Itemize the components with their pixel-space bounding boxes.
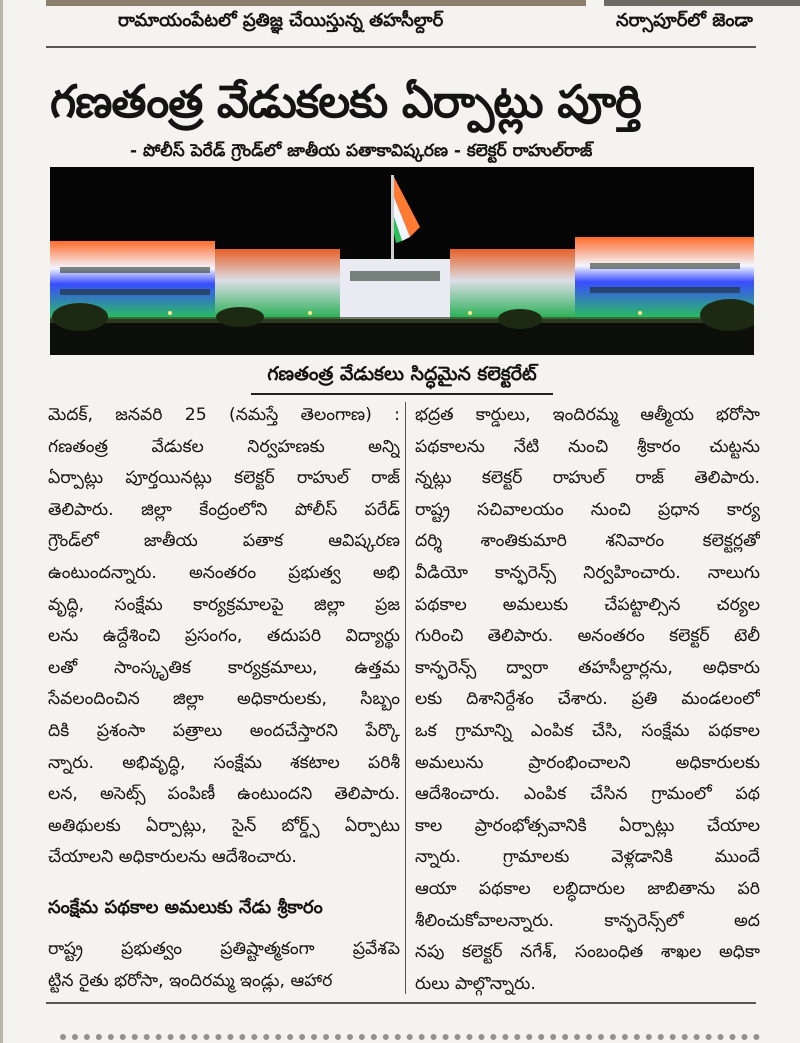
article-line: దికి ప్రశంసా పత్రాలు అందచేస్తారని పేర్కొ bbox=[48, 720, 400, 741]
ground bbox=[50, 319, 754, 355]
article-line: కాన్ఫరెన్స్ ద్వారా తహసీల్దార్లను, అధికారు bbox=[415, 657, 760, 678]
article-line: లకు దిశానిర్దేశం చేశారు. ప్రతి మండలంలో bbox=[415, 689, 760, 710]
photo-caption: గణతంత్ర వేడుకలు సిద్ధమైన కలెక్టరేట్ bbox=[251, 360, 552, 395]
article-line: ఆదేశించారు. ఎంపిక చేసిన గ్రామంలో పథ bbox=[415, 784, 760, 805]
article-line: లతో సాంస్కృతిక కార్యక్రమాలు, ఉత్తమ bbox=[48, 657, 400, 678]
article-line: పథకాల అమలుకు చేపట్టాల్సిన చర్యల bbox=[415, 594, 760, 615]
article-line: అతిథులకు ఏర్పాట్లు, సైన్ బోర్డ్స్ ఏర్పాటు bbox=[48, 815, 400, 836]
headline: గణతంత్ర వేడుకలకు ఏర్పాట్లు పూర్తి bbox=[50, 75, 641, 128]
article-line: తెలిపారు. జిల్లా కేంద్రంలోని పోలీస్ పరేడ్ bbox=[48, 499, 400, 520]
photo-caption-box bbox=[50, 356, 754, 392]
article-line: గురించి తెలిపారు. అనంతరం కలెక్టర్ టెలీ bbox=[415, 626, 760, 647]
article-line: వృద్ధి, సంక్షేమ కార్యక్రమాలపై జిల్లా ప్రజ bbox=[48, 594, 400, 615]
article-column-right bbox=[415, 400, 760, 1000]
article-line: దర్శి శాంతికుమారి శనివారం కలెక్టర్లతో bbox=[415, 531, 760, 552]
top-caption-strip bbox=[0, 0, 800, 50]
next-story-cut-text bbox=[60, 1034, 760, 1043]
article-line: న్నట్లు కలెక్టర్ రాహుల్ రాజ్ తెలిపారు. bbox=[415, 468, 760, 489]
article-line: సేవలందించిన జిల్లా అధికారులకు, సిబ్బం bbox=[48, 689, 400, 710]
article-column-left bbox=[48, 400, 400, 997]
article-line: న్నారు. అభివృద్ధి, సంక్షేమ శకటాల పరిశీ bbox=[48, 752, 400, 773]
article-line: న్నారు. గ్రామాలకు వెళ్లడానికి ముందే bbox=[415, 847, 760, 868]
article-line: గ్రౌండ్‌లో జాతీయ పతాక ఆవిష్కరణ bbox=[48, 531, 400, 552]
article-line: ట్టిన రైతు భరోసా, ఇందిరమ్మ ఇండ్లు, ఆహార bbox=[48, 970, 333, 991]
center-right-block bbox=[450, 249, 575, 319]
article-line: పథకాలను నేటి నుంచి శ్రీకారం చుట్టను bbox=[415, 436, 760, 457]
collectorate-lights-photo bbox=[50, 167, 754, 355]
article-line: వీడియో కాన్ఫరెన్స్ నిర్వహించారు. నాలుగు bbox=[415, 562, 760, 583]
article-line: ఏర్పాట్లు పూర్తయినట్లు కలెక్టర్ రాహుల్ రాజ్ bbox=[48, 468, 400, 489]
article-line: లను ఉద్దేశించి ప్రసంగం, తదుపరి విద్యార్థు bbox=[48, 626, 400, 647]
article-line: భద్రత కార్డులు, ఇందిరమ్మ ఆత్మీయ భరోసా bbox=[415, 405, 760, 425]
center-block bbox=[340, 259, 450, 319]
bottom-divider bbox=[46, 1002, 756, 1004]
article-line: రాష్ట్ర సచివాలయం నుంచి ప్రధాన కార్య bbox=[415, 499, 760, 520]
previous-caption-right: నర్సాపూర్‌లో జెండా bbox=[616, 10, 753, 31]
article-line: మెదక్, జనవరి 25 (నమస్తే తెలంగాణ) : bbox=[48, 405, 400, 425]
subheadline: - పోలీస్ పెరేడ్ గ్రౌండ్‌లో జాతీయ పతాకావిష్కరణ - కలెక్టర్ రాహుల్‌రాజ్ bbox=[130, 141, 593, 161]
article-line: అమలును ప్రారంభించాలని అధికారులకు bbox=[415, 752, 760, 773]
article-line: ఒక గ్రామాన్ని ఎంపిక చేసి, సంక్షేమ పథకాల bbox=[415, 720, 760, 741]
column-divider bbox=[405, 402, 406, 994]
article-line: ఉంటుందన్నారు. అనంతరం ప్రభుత్వ అభి bbox=[48, 562, 400, 583]
previous-story-photo-left bbox=[46, 0, 586, 6]
article-subheading: సంక్షేమ పథకాల అమలుకు నేడు శ్రీకారం bbox=[48, 896, 323, 918]
article-line: రులు పాల్గొన్నారు. bbox=[415, 973, 536, 994]
page-left-edge bbox=[0, 0, 3, 1043]
previous-caption-left: రామాయంపేటలో ప్రతిజ్ఞ చేయిస్తున్న తహసీల్దార్ bbox=[118, 10, 444, 31]
collectorate-illustration bbox=[50, 167, 754, 355]
previous-story-photo-right bbox=[604, 0, 800, 6]
article-line: శీలించుకోవాలన్నారు. కాన్ఫరెన్స్‌లో అద bbox=[415, 910, 760, 931]
article-line: చేయాలని అధికారులను ఆదేశించారు. bbox=[48, 847, 297, 868]
article-line: కాల ప్రారంభోత్సవానికి ఏర్పాట్లు చేయాల bbox=[415, 815, 760, 836]
article-line: ఆయా పథకాల లబ్ధిదారుల జాబితాను పరి bbox=[415, 878, 760, 899]
article-line: గణతంత్ర వేడుకల నిర్వహణకు అన్ని bbox=[48, 436, 400, 457]
article-line: నపు కలెక్టర్ నగేశ్, సంబంధిత శాఖల అధికా bbox=[415, 942, 760, 963]
top-divider bbox=[46, 46, 756, 48]
article-line: లన, అసెట్స్ పంపిణీ ఉంటుందని తెలిపారు. bbox=[48, 784, 400, 805]
article-line: రాష్ట్ర ప్రభుత్వం ప్రతిష్టాత్మకంగా ప్రవేశపె bbox=[48, 938, 400, 959]
